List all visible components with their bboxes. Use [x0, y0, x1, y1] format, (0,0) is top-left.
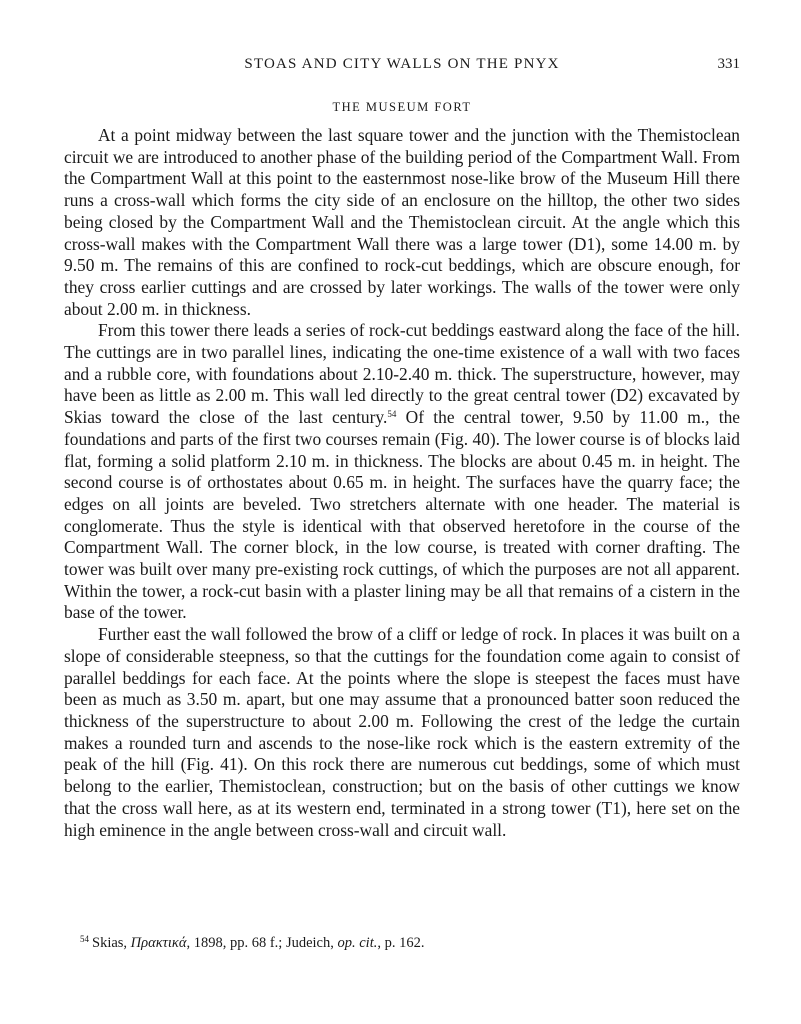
footnote-author: Skias, — [92, 935, 131, 951]
section-heading: THE MUSEUM FORT — [332, 100, 472, 114]
running-head — [64, 54, 740, 78]
footnote-details: , 1898, pp. 68 f.; Judeich, — [186, 935, 338, 951]
footnote-reference[interactable]: 54 — [387, 409, 397, 420]
paragraph-2 — [64, 320, 740, 624]
running-title: STOAS AND CITY WALLS ON THE PNYX — [244, 56, 560, 72]
paragraph-2-part-2: Of the central tower, 9.50 by 11.00 m., the foundations and parts of the first two courses remain (Fig. 40). The lower course is of blocks laid flat, forming a solid platform 2.10 m. in thickness. The blocks are about 0.45 m. in height. The second course is of orthostates about 0.65 m. in height. The surfaces have the quarry face; the edges on all joints are beveled. Two stretchers alternate with one header. The material is conglomerate. Thus the style is identical with that observed heretofore in the course of the Compartment Wall. The corner block, in the low course, is treated with corner drafting. The tower was built over many pre-existing rock cuttings, of which the purposes are not all apparent. Within the tower, a rock-cut basin with a plaster lining may be all that remains of a cistern in the base of the tower. — [64, 407, 740, 623]
footnote — [80, 934, 720, 952]
page-number: 331 — [717, 56, 740, 72]
paragraph-1: At a point midway between the last square tower and the junction with the Themistoclean circuit we are introduced to another phase of the building period of the Compartment Wall. From the Compartment Wall at this point to the easternmost nose-like brow of the Museum Hill there runs a cross-wall which forms the city side of an enclosure on the hilltop, the other two sides being closed by the Compartment Wall and the Themistoclean circuit. At the angle which this cross-wall makes with the Compartment Wall there was a large tower (D1), some 14.00 m. by 9.50 m. The remains of this are confined to rock-cut beddings, which are obscure enough, for they cross earlier cuttings and are crossed by later workings. The walls of the tower were only about 2.00 m. in thickness. — [64, 125, 740, 319]
paragraph-3: Further east the wall followed the brow of a cliff or ledge of rock. In places it was built on a slope of considerable steepness, so that the cuttings for the foundation come again to consist of parallel beddings for each face. At the points where the slope is steepest the faces must have been as much as 3.50 m. apart, but one may assume that a pronounced batter soon reduced the thickness of the superstructure to about 2.00 m. Following the crest of the ledge the curtain makes a rounded turn and ascends to the nose-like rock which is the eastern extremity of the peak of the hill (Fig. 41). On this rock there are numerous cut beddings, some of which must belong to the earlier, Themistoclean, construction; but on the basis of other cuttings we know that the cross wall here, as at its western end, terminated in a strong tower (T1), here set on the high eminence in the angle between cross-wall and circuit wall. — [64, 624, 740, 840]
footnote-number: 54 — [80, 934, 89, 944]
footnote-journal: Πρακτικά — [130, 935, 187, 951]
footnote-op-cit: op. cit. — [337, 935, 378, 951]
body-text — [64, 125, 740, 841]
paragraph-2-part-1: From this tower there leads a series of rock-cut beddings eastward along the face of the hill. The cuttings are in two parallel lines, indicating the one-time existence of a wall with two faces and a rubble core, with foundations about 2.10-2.40 m. thick. The superstructure, however, may have been as little as 2.00 m. This wall led directly to the great central tower (D2) excavated by Skias toward the close of the last century. — [64, 320, 740, 428]
footnote-page: , p. 162. — [377, 935, 425, 951]
